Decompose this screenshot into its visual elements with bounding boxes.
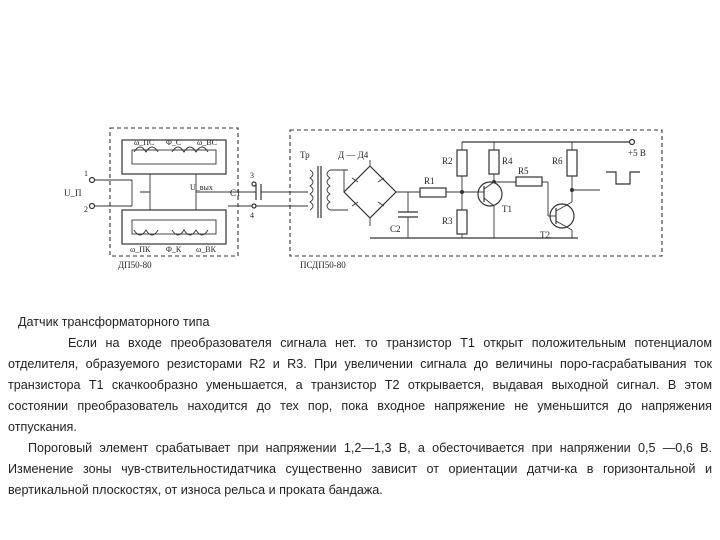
r4-label: R4 (502, 156, 513, 166)
diode-bridge (344, 166, 396, 218)
coil-w-vs: ω_ВС (197, 138, 217, 147)
tr-secondary (327, 170, 330, 210)
converter-block (290, 130, 662, 270)
pin-4-label: 4 (250, 211, 254, 220)
tr-primary (310, 170, 313, 210)
t2-label: T2 (540, 230, 550, 240)
supply-terminal (630, 140, 635, 145)
diode-bridge-label: Д — Д4 (338, 150, 369, 160)
c1-label: C1 (230, 188, 241, 198)
r2-resistor (457, 150, 467, 176)
pin-2-label: 2 (84, 205, 88, 214)
terminal-2 (90, 204, 95, 209)
r2-label: R2 (442, 156, 453, 166)
r3-resistor (457, 210, 467, 234)
sensor-block (110, 128, 238, 270)
core-wiring (140, 174, 226, 210)
text-block (8, 312, 712, 501)
coil-w-vk: ω_ВК (196, 245, 216, 254)
r1-label: R1 (424, 176, 435, 186)
bottom-core (122, 210, 226, 244)
output-pulse-icon (606, 172, 640, 184)
r6-resistor (567, 150, 577, 176)
r5-label: R5 (518, 166, 529, 176)
paragraph-1: Если на входе преобразователя сигнала нет. то транзистор Т1 открыт положительным потенциалом отделителя, образуемого резисторами R2 и R3. При увеличении сигнала до величины поро-гасрабатывания ток транзистора Т1 скачкообразно уменьшается, а транзистор Т2 открывается, выдавая выходной сигнал. В этом состоянии преобразователь находится до тех пор, пока входное напряжение не уменьшится до напряжения отпускания. (8, 336, 712, 434)
terminal-1 (90, 178, 95, 183)
converter-block-label: ПСДП50-80 (300, 260, 346, 270)
coil-w-pk: ω_ПК (130, 245, 151, 254)
transformer-label: Тр (300, 150, 310, 160)
flux-c: Φ_С (166, 138, 182, 147)
input-terminals (64, 169, 132, 214)
u-out-label: U_вых (190, 183, 213, 192)
flux-k: Φ_К (166, 245, 182, 254)
c2-label: C2 (390, 224, 401, 234)
pin-3-label: 3 (250, 171, 254, 180)
top-core-window (132, 150, 216, 164)
top-winding (134, 147, 208, 152)
supply-label: +5 В (628, 148, 646, 158)
r3-label: R3 (442, 216, 453, 226)
t1-label: T1 (502, 204, 512, 214)
sensor-block-label: ДП50-80 (118, 260, 152, 270)
r5-resistor (516, 177, 542, 186)
input-label: U_П (64, 188, 82, 198)
r4-resistor (489, 150, 499, 174)
r6-label: R6 (552, 156, 563, 166)
pin-1-label: 1 (84, 169, 88, 178)
coil-w-ps: ω_ПС (134, 138, 155, 147)
r1-resistor (420, 188, 446, 197)
paragraph-2: Пороговый элемент срабатывает при напряжении 1,2—1,3 В, а обесточивается при напряжении 0,5 —0,6 В. Изменение зоны чув-ствительностидатчика существенно зависит от ориентации датчи-ка в горизонтальной и вертикальной плоскостях, от износа рельса и проката бандажа. (8, 441, 712, 497)
caption: Датчик трансформаторного типа (18, 315, 210, 329)
